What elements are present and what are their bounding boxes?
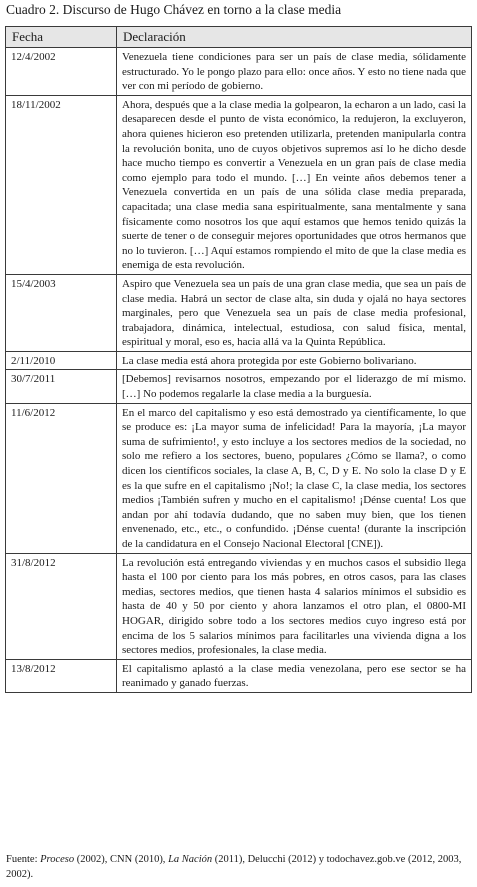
table-row	[6, 553, 472, 659]
source-rest: (2011), Delucchi (2012) y todochavez.gob.ve (2012, 2003, 2002).	[6, 854, 462, 880]
row-date: 13/8/2012	[6, 659, 117, 692]
table-row	[6, 351, 472, 370]
source-nacion: La Nación	[168, 854, 213, 865]
column-header-date: Fecha	[6, 27, 117, 48]
row-date: 12/4/2002	[6, 48, 117, 96]
table-header-row	[6, 27, 472, 48]
row-declaration: Venezuela tiene condiciones para ser un país de clase media, sólidamente estructurado. Yo le pongo plazo para ello: once años. Y esto no tiene nada que ver con mi período de gobierno.	[117, 48, 472, 96]
source-note	[6, 852, 472, 882]
source-mid: (2002), CNN (2010),	[74, 854, 169, 865]
table-row	[6, 95, 472, 274]
row-declaration: [Debemos] revisarnos nosotros, empezando por el liderazgo de mí mismo. […] No podemos regalarle la clase media a la burguesía.	[117, 370, 472, 403]
row-declaration: Ahora, después que a la clase media la golpearon, la echaron a un lado, casi la desaparecen desde el punto de vista económico, la redujeron, la excluyeron, ahora quienes hicieron eso pretenden utilizarla, pretenden manipularla contra la revolución bonita, uno de cuyos objetivos supremos así lo he dicho desde hace mucho tiempo es convertir a Venezuela en un gran país de clase media como ejemplo para todo el mundo. […] En veinte años debemos tener a Venezuela convertida en un país de una sólida clase media preparada, capacitada; una clase media sana espiritualmente, sana mentalmente y sana físicamente como nosotros los que aquí estamos que hemos tenido quizás la suerte de tener o de conseguir mejores oportunidades que otros hermanos que no lo tuvieron. […] Aquí estamos rompiendo el mito de que la clase media es enemiga de esta revolución.	[117, 95, 472, 274]
column-header-declaration: Declaración	[117, 27, 472, 48]
row-declaration: Aspiro que Venezuela sea un país de una gran clase media, que sea un país de clase media. Habrá un sector de clase alta, sin duda y ojalá no haya sectores marginales, pero que Venezuela sea un país de clase media profesional, trabajadora, dinámica, intelectual, estudiosa, con salud física, mental, espiritual y moral, eso es, hacia allá va la Quinta República.	[117, 274, 472, 351]
table-row	[6, 274, 472, 351]
row-declaration: El capitalismo aplastó a la clase media venezolana, pero ese sector se ha reanimado y ganado fuerzas.	[117, 659, 472, 692]
row-date: 15/4/2003	[6, 274, 117, 351]
row-date: 18/11/2002	[6, 95, 117, 274]
table-row	[6, 48, 472, 96]
row-declaration: La clase media está ahora protegida por este Gobierno bolivariano.	[117, 351, 472, 370]
row-declaration: En el marco del capitalismo y eso está demostrado ya científicamente, lo que se produce es: ¡La mayor suma de infelicidad! Para la mayoría, ¡La mayor suma de sufrimiento!, y esto incluye a los sectores medios de la sociedad, no solo me refiero a los sectores, bueno, populares ¿Cómo se llama?, o como dicen los científicos sociales, la clase A, B, C, D y E. No solo la clase D y E es la que sufre en el capitalismo ¡No!; la clase C, la clase media, los sectores medios ¡También sufren y mucho en el capitalismo! ¡Dénse cuenta! Los que andan por ahí todavía dudando, que no saben muy bien, que los tienen envenenado, etc., etc., o confundido. ¡Dénse cuenta! (durante la inscripción de la candidatura en el Consejo Nacional Electoral [CNE]).	[117, 403, 472, 553]
row-declaration: La revolución está entregando viviendas y en muchos casos el subsidio llega hasta el 100 por ciento para los más pobres, en otros casos, para las clases medias, sectores medios, que tienen hasta 4 salarios mínimos el subsidio es hasta de 40 y 50 por ciento y ahora lanzamos el otro plan, el 0800-MI HOGAR, dirigido sobre todo a los sectores medios cuyo ingreso está por encima de los 5 salarios mínimos para facilitarles una vivienda digna a los sectores medios, profesionales, la clase media.	[117, 553, 472, 659]
source-prefix: Fuente:	[6, 854, 41, 865]
source-proceso: Proceso	[40, 854, 75, 865]
table-row	[6, 370, 472, 403]
row-date: 31/8/2012	[6, 553, 117, 659]
row-date: 2/11/2010	[6, 351, 117, 370]
declarations-table	[5, 26, 472, 693]
table-caption: Cuadro 2. Discurso de Hugo Chávez en torno a la clase media	[6, 2, 342, 17]
row-date: 11/6/2012	[6, 403, 117, 553]
table-row	[6, 403, 472, 553]
row-date: 30/7/2011	[6, 370, 117, 403]
table-row	[6, 659, 472, 692]
